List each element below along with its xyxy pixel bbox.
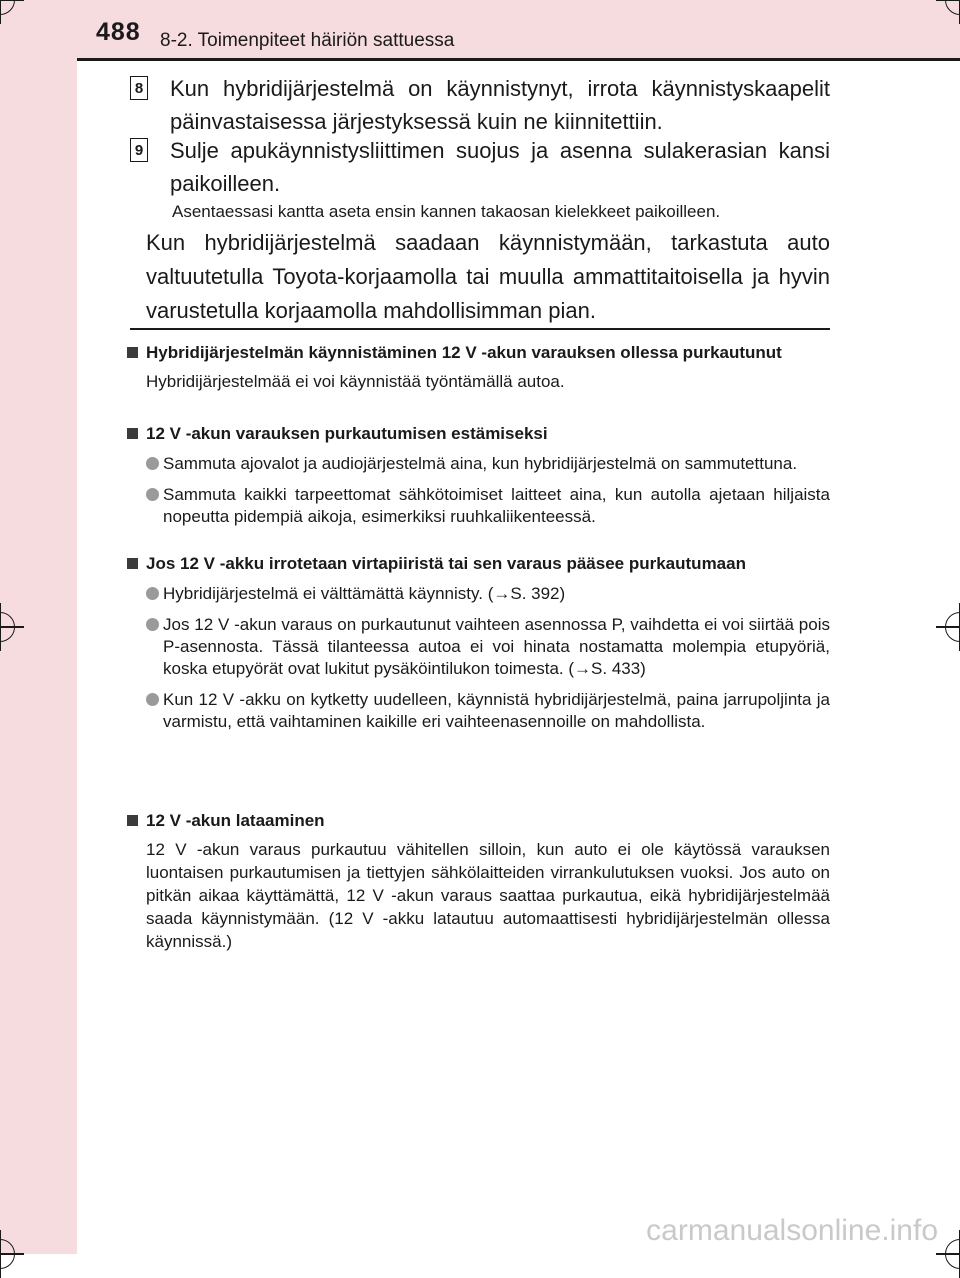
list-item-text: Kun 12 V -akku on kytketty uudelleen, käynnistä hybridijärjestelmä, paina jarrupoljinta ja varmistu, että vaihtaminen kaikille eri vaihteenasennoille on mahdollista.	[163, 690, 830, 731]
list-item	[126, 484, 830, 528]
list-item-text: Sammuta ajovalot ja audiojärjestelmä aina, kun hybridijärjestelmä on sammutettuna.	[163, 454, 798, 473]
list-item	[126, 453, 830, 475]
step-note: Asentaessasi kantta aseta ensin kannen takaosan kielekkeet paikoilleen.	[172, 202, 721, 221]
block-text: Hybridijärjestelmää ei voi käynnistää työntämällä autoa.	[146, 372, 565, 391]
block-heading	[126, 553, 830, 574]
block-heading-text: 12 V -akun varauksen purkautumisen estämiseksi	[146, 424, 548, 443]
circle-bullet-icon	[146, 457, 159, 470]
page-number: 488	[96, 18, 141, 46]
info-block-jump-start	[126, 342, 830, 393]
block-heading-text: Jos 12 V -akku irrotetaan virtapiiristä tai sen varaus pääsee purkautumaan	[146, 554, 746, 573]
section-title: 8-2. Toimenpiteet häiriön sattuessa	[160, 30, 455, 51]
block-heading	[126, 423, 830, 444]
list-item	[126, 614, 830, 680]
square-bullet-icon	[127, 428, 138, 439]
info-block-prevent-discharge	[126, 423, 830, 528]
step-number-badge: 9	[130, 138, 148, 162]
list-item-text: Sammuta kaikki tarpeettomat sähkötoimiset laitteet aina, kun autolla ajetaan hiljaista nopeutta pidempiä aikoja, esimerkiksi ruuhkaliikenteessä.	[163, 485, 830, 526]
watermark: carmanualsonline.info	[646, 1214, 938, 1247]
step-number-badge: 8	[130, 76, 148, 100]
block-heading-text: 12 V -akun lataaminen	[146, 811, 325, 830]
header-rule	[77, 58, 960, 61]
block-heading-text: Hybridijärjestelmän käynnistäminen 12 V -akun varauksen ollessa purkautunut	[146, 343, 782, 362]
section-divider	[130, 328, 830, 330]
info-block-battery-disconnected	[126, 553, 830, 733]
list-item-text: Jos 12 V -akun varaus on purkautunut vaihteen asennossa P, vaihdetta ei voi siirtää pois P-asennosta. Tässä tilanteessa autoa ei voi hinata nostamatta molempia etupyöriä, koska etupyörät ovat lukitut pysäköintilukon toimesta. (→S. 433)	[163, 615, 830, 678]
square-bullet-icon	[127, 347, 138, 358]
list-item	[126, 689, 830, 733]
list-item-text: Hybridijärjestelmä ei välttämättä käynnisty. (→S. 392)	[163, 584, 566, 603]
step-text: Sulje apukäynnistysliittimen suojus ja asenna sulakerasian kansi paikoilleen.	[170, 138, 830, 196]
block-heading	[126, 342, 830, 363]
info-block-battery-charging	[126, 810, 830, 953]
circle-bullet-icon	[146, 618, 159, 631]
square-bullet-icon	[127, 558, 138, 569]
step-text: Kun hybridijärjestelmä on käynnistynyt, irrota käynnistyskaapelit päinvastaisessa järjestyksessä kuin ne kiinnitettiin.	[170, 76, 830, 134]
block-text: 12 V -akun varaus purkautuu vähitellen silloin, kun auto ei ole käytössä varauksen luontaisen purkautumisen ja tiettyjen sähkölaitteiden virrankulutuksen vuoksi. Jos auto on pitkän aikaa käyttämättä, 12 V -akun varaus saattaa purkautua, eikä hybridijärjestelmää saada käynnistymään. (12 V -akku latautuu automaattisesti hybridijärjestelmän ollessa käynnissä.)	[146, 840, 830, 951]
crop-mark-icon	[945, 1239, 960, 1269]
block-heading	[126, 810, 830, 831]
square-bullet-icon	[127, 815, 138, 826]
circle-bullet-icon	[146, 488, 159, 501]
circle-bullet-icon	[146, 693, 159, 706]
list-item	[126, 583, 830, 605]
step-9	[130, 134, 830, 200]
summary-paragraph: Kun hybridijärjestelmä saadaan käynnistymään, tarkastuta auto valtuutetulla Toyota-korjaamolla tai muulla ammattitaitoisella ja hyvin varustetulla korjaamolla mahdollisimman pian.	[146, 230, 830, 323]
circle-bullet-icon	[146, 587, 159, 600]
crop-mark-icon	[945, 612, 960, 642]
step-8	[130, 72, 830, 138]
